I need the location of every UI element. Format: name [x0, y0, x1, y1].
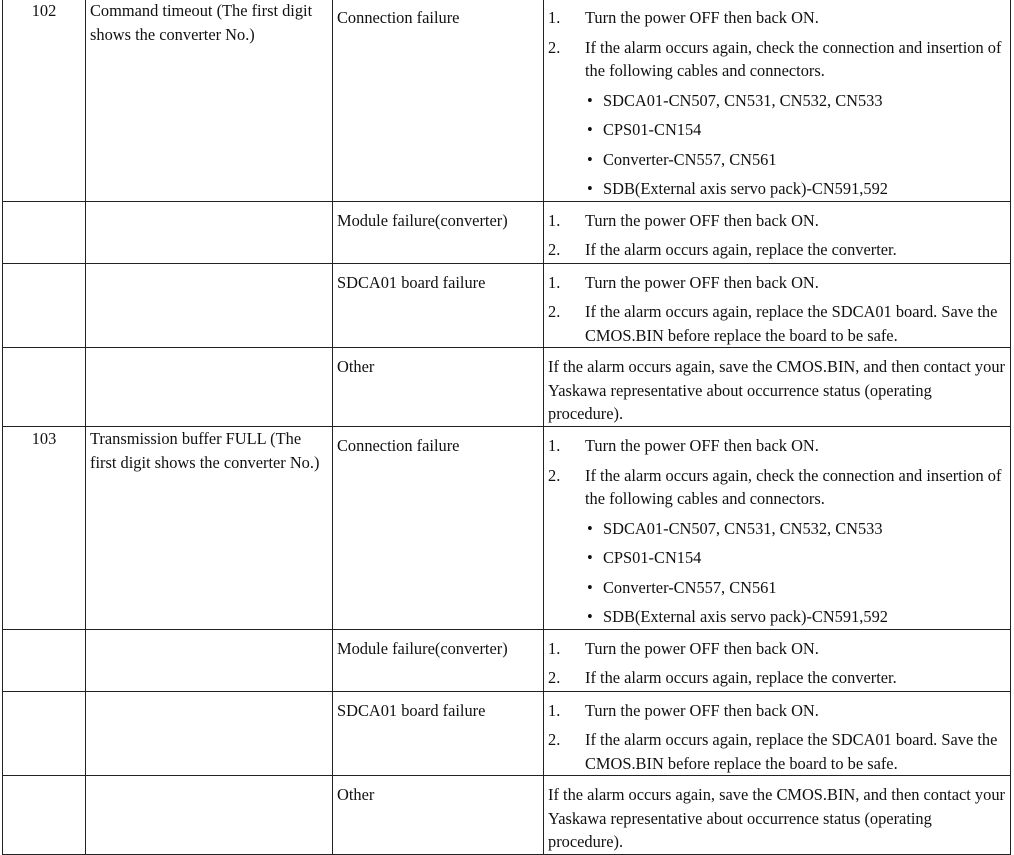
alarm-code: 102: [31, 1, 57, 20]
connector-list: [585, 517, 1006, 629]
remedy-step: [548, 6, 1006, 30]
step-text: Turn the power OFF then back ON.: [585, 210, 819, 230]
alarm-name: Command timeout (The first digit shows the converter No.): [90, 1, 313, 44]
list-item-text: SDCA01-CN507, CN531, CN532, CN533: [603, 518, 883, 538]
list-item: [585, 517, 1006, 541]
remedy-step: [548, 666, 1006, 690]
cause-text: Module failure(converter): [337, 638, 508, 658]
list-item: [585, 177, 1006, 201]
step-text: Turn the power OFF then back ON.: [585, 436, 819, 455]
alarm-name-cell: [86, 427, 333, 630]
list-item-text: CPS01-CN154: [603, 120, 702, 139]
remedy-cell: [544, 629, 1011, 691]
step-number: 2.: [548, 668, 561, 687]
bullet-icon: •: [587, 120, 593, 139]
alarm-table: [2, 0, 1011, 855]
step-number: 1.: [548, 700, 561, 720]
alarm-name-cell: [86, 263, 333, 348]
list-item: [585, 576, 1006, 600]
cause-text: Connection failure: [337, 436, 460, 455]
remedy-cell: [544, 427, 1011, 630]
table-row: [3, 263, 1011, 348]
step-text: If the alarm occurs again, check the connection and insertion of the following cables and connectors.: [585, 465, 1002, 508]
table-row: [3, 427, 1011, 630]
cause-text: Other: [337, 357, 375, 376]
cause-text: SDCA01 board failure: [337, 272, 486, 292]
step-number: 1.: [548, 638, 561, 658]
bullet-icon: •: [587, 607, 593, 626]
remedy-steps: [548, 209, 1006, 262]
step-number: 2.: [548, 730, 561, 749]
cause-text: Module failure(converter): [337, 210, 508, 230]
list-item: [585, 118, 1006, 142]
alarm-code-cell: [3, 201, 86, 263]
list-item-text: Converter-CN557, CN561: [603, 149, 777, 169]
remedy-step: [548, 238, 1006, 262]
alarm-name-cell: [86, 776, 333, 855]
remedy-step: [548, 271, 1006, 295]
step-number: 1.: [548, 210, 561, 230]
alarm-code-cell: [3, 263, 86, 348]
cause-text: Connection failure: [337, 8, 460, 27]
remedy-cell: [544, 691, 1011, 776]
remedy-cell: [544, 348, 1011, 427]
list-item: [585, 89, 1006, 113]
step-text: Turn the power OFF then back ON.: [585, 8, 819, 27]
cause-cell: [333, 348, 544, 427]
alarm-code-cell: [3, 348, 86, 427]
table-row: [3, 776, 1011, 855]
alarm-name-cell: [86, 348, 333, 427]
list-item-text: Converter-CN557, CN561: [603, 577, 777, 597]
cause-cell: [333, 263, 544, 348]
remedy-step: [548, 36, 1006, 201]
bullet-icon: •: [587, 577, 593, 597]
alarm-name-cell: [86, 201, 333, 263]
step-text: If the alarm occurs again, replace the SDCA01 board. Save the CMOS.BIN before replace the board to be safe.: [585, 730, 998, 773]
connector-list: [585, 89, 1006, 201]
remedy-steps: [548, 699, 1006, 776]
table-row: [3, 0, 1011, 201]
cause-cell: [333, 201, 544, 263]
step-text: If the alarm occurs again, replace the converter.: [585, 240, 897, 259]
cause-cell: [333, 0, 544, 201]
remedy-text: If the alarm occurs again, save the CMOS.BIN, and then contact your Yaskawa representative about occurrence status (operating procedure).: [548, 357, 1005, 423]
table-row: [3, 348, 1011, 427]
step-number: 1.: [548, 272, 561, 292]
cause-cell: [333, 427, 544, 630]
list-item-text: SDB(External axis servo pack)-CN591,592: [603, 179, 888, 198]
remedy-step: [548, 209, 1006, 233]
remedy-step: [548, 434, 1006, 458]
list-item-text: SDB(External axis servo pack)-CN591,592: [603, 607, 888, 626]
remedy-cell: [544, 776, 1011, 855]
alarm-code-cell: [3, 0, 86, 201]
alarm-name-cell: [86, 691, 333, 776]
bullet-icon: •: [587, 149, 593, 169]
remedy-step: [548, 300, 1006, 347]
step-text: Turn the power OFF then back ON.: [585, 638, 819, 658]
remedy-step: [548, 699, 1006, 723]
step-number: 2.: [548, 37, 561, 57]
alarm-code-cell: [3, 427, 86, 630]
bullet-icon: •: [587, 179, 593, 198]
table-row: [3, 201, 1011, 263]
step-number: 1.: [548, 8, 561, 27]
remedy-steps: [548, 271, 1006, 348]
bullet-icon: •: [587, 548, 593, 567]
remedy-cell: [544, 0, 1011, 201]
step-text: If the alarm occurs again, check the connection and insertion of the following cables and connectors.: [585, 37, 1002, 80]
list-item: [585, 605, 1006, 629]
bullet-icon: •: [587, 90, 593, 110]
step-number: 2.: [548, 465, 561, 485]
alarm-code-cell: [3, 629, 86, 691]
remedy-step: [548, 464, 1006, 629]
remedy-steps: [548, 6, 1006, 201]
alarm-code-cell: [3, 776, 86, 855]
bullet-icon: •: [587, 518, 593, 538]
step-number: 2.: [548, 240, 561, 259]
remedy-step: [548, 637, 1006, 661]
table-row: [3, 629, 1011, 691]
cause-cell: [333, 629, 544, 691]
alarm-name-cell: [86, 629, 333, 691]
list-item: [585, 546, 1006, 570]
list-item-text: CPS01-CN154: [603, 548, 702, 567]
remedy-cell: [544, 201, 1011, 263]
step-number: 1.: [548, 436, 561, 455]
alarm-code: 103: [31, 429, 57, 448]
alarm-name: Transmission buffer FULL (The first digit shows the converter No.): [90, 429, 320, 472]
cause-text: Other: [337, 785, 375, 804]
list-item: [585, 148, 1006, 172]
step-text: Turn the power OFF then back ON.: [585, 700, 819, 720]
step-number: 2.: [548, 302, 561, 321]
remedy-steps: [548, 434, 1006, 629]
cause-text: SDCA01 board failure: [337, 700, 486, 720]
cause-cell: [333, 691, 544, 776]
remedy-steps: [548, 637, 1006, 690]
alarm-code-cell: [3, 691, 86, 776]
step-text: If the alarm occurs again, replace the SDCA01 board. Save the CMOS.BIN before replace the board to be safe.: [585, 302, 998, 345]
alarm-name-cell: [86, 0, 333, 201]
remedy-text: If the alarm occurs again, save the CMOS.BIN, and then contact your Yaskawa representative about occurrence status (operating procedure).: [548, 785, 1005, 851]
remedy-cell: [544, 263, 1011, 348]
list-item-text: SDCA01-CN507, CN531, CN532, CN533: [603, 90, 883, 110]
table-row: [3, 691, 1011, 776]
cause-cell: [333, 776, 544, 855]
step-text: Turn the power OFF then back ON.: [585, 272, 819, 292]
remedy-step: [548, 728, 1006, 775]
step-text: If the alarm occurs again, replace the converter.: [585, 668, 897, 687]
